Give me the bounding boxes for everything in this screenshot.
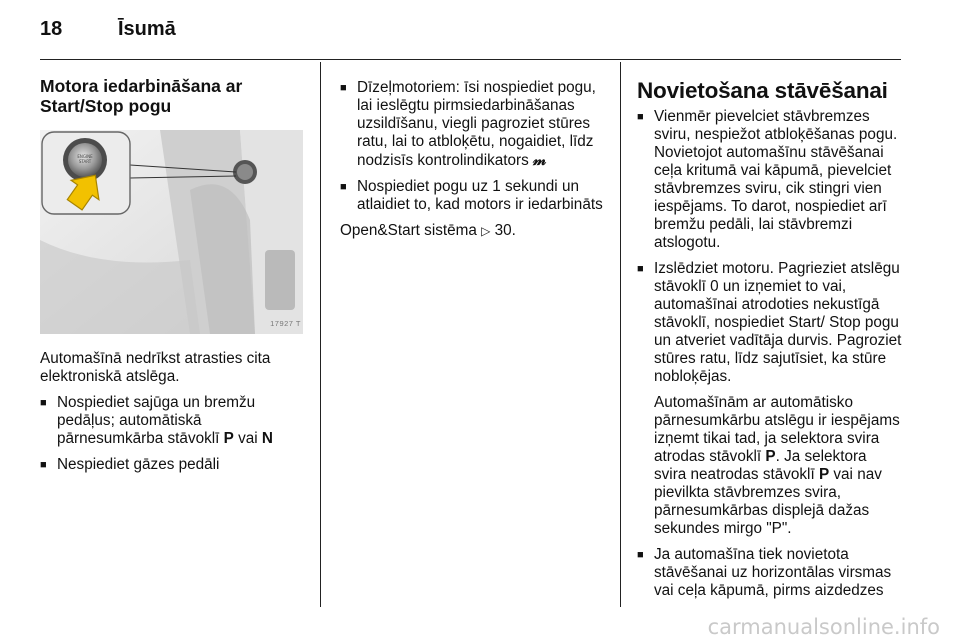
bullet-text-part: vai (233, 430, 262, 447)
indented-paragraph (637, 394, 902, 538)
bullet-text: Nospiediet pogu uz 1 sekundi un atlaidiet to, kad motors ir iedarbināts (357, 178, 603, 213)
cross-reference-text: Open&Start sistēma (340, 222, 482, 239)
gear-position-p: P (765, 448, 776, 465)
list-item (637, 108, 902, 252)
list-item (40, 456, 310, 474)
bullet-icon: ■ (637, 263, 644, 275)
watermark: carmanualsonline.info (707, 615, 940, 639)
figure-code: 17927 T (270, 319, 301, 328)
section-heading-parking: Novietošana stāvēšanai (637, 78, 888, 103)
section-heading-start-stop (40, 76, 310, 116)
intro-paragraph: Automašīnā nedrīkst atrasties cita elektroniskā atslēga. (40, 350, 271, 385)
glow-plug-coil-icon: 𝓂 (533, 151, 545, 169)
cross-reference-page[interactable]: 30. (490, 222, 516, 239)
bullet-text (57, 394, 310, 448)
column-divider-1 (320, 62, 321, 607)
heading-line-2: Start/Stop pogu (40, 96, 172, 116)
gear-position-p: P (223, 430, 234, 447)
start-button-illustration (40, 130, 303, 334)
bullet-icon: ■ (637, 111, 644, 123)
column-1 (40, 76, 310, 482)
paragraph-part: . Ja selektora svira neatrodas stāvoklī (654, 448, 867, 483)
start-stop-figure (40, 130, 303, 334)
cross-reference (340, 222, 610, 240)
list-item (340, 79, 610, 170)
gear-position-n: N (261, 430, 273, 447)
svg-text:START: START (78, 159, 92, 164)
bullet-icon: ■ (40, 459, 47, 471)
column-2 (340, 79, 610, 248)
gear-position-p: P (818, 466, 830, 483)
bullet-text-part: Nospiediet sajūga un bremžu pedāļus; automātiskā pārnesumkārba stāvoklī (57, 394, 256, 447)
arrow-right-icon: ▷ (481, 224, 491, 238)
list-item (637, 260, 902, 386)
list-item (40, 394, 310, 448)
column-3 (637, 78, 902, 608)
page-number: 18 (40, 18, 63, 40)
bullet-icon: ■ (340, 181, 347, 193)
bullet-text: Vienmēr pievelciet stāvbremzes sviru, nespiežot atbloķēšanas pogu. Novietojot automašīnu stāvēšanai ceļa kritumā vai kāpumā, pievelciet stāvbremzes sviru, cik stingri vien iespējams. To darot, nospiediet arī bremžu pedāli, lai stāvbremzi atslogotu. (654, 108, 898, 251)
bullet-text: Izslēdziet motoru. Pagrieziet atslēgu stāvoklī 0 un izņemiet to vai, automašīnai atrodoties nekustīgā stāvoklī, nospiediet Start/ Stop pogu un atveriet vadītāja durvis. Pagroziet stūres ratu, līdz sajutīsiet, ka stūre nobloķējas. (654, 260, 902, 385)
list-item (340, 178, 610, 214)
heading-line-1: Motora iedarbināšana ar (40, 76, 243, 96)
paragraph-part: vai nav pievilkta stāvbremzes svira, pārnesumkārbas displejā dažas sekundes mirgo "P". (654, 466, 882, 537)
bullet-text (357, 79, 610, 170)
section-title: Īsumā (118, 18, 176, 40)
bullet-text: Nespiediet gāzes pedāli (57, 456, 220, 473)
bullet-text: Ja automašīna tiek novietota stāvēšanai uz horizontālas virsmas vai ceļa kāpumā, pirms aizdedzes (654, 546, 892, 599)
svg-text:ENGINE: ENGINE (77, 154, 93, 159)
list-item (637, 546, 902, 600)
bullet-icon: ■ (637, 549, 644, 561)
column-divider-2 (620, 62, 621, 607)
paragraph-part: Automašīnām ar automātisko pārnesumkārbu atslēgu ir iespējams izņemt tikai tad, ja selektora svira atrodas stāvoklī (654, 394, 900, 465)
bullet-icon: ■ (340, 82, 347, 94)
bullet-text-part: Dīzeļmotoriem: īsi nospiediet pogu, lai ieslēgtu pirmsiedarbināšanas uzsildīšanu, viegli pagroziet stūres ratu, lai to atbloķētu, nogaidiet, līdz nodzisīs kontrolindikators (357, 79, 596, 169)
bullet-icon: ■ (40, 397, 47, 409)
header-rule (40, 59, 901, 60)
